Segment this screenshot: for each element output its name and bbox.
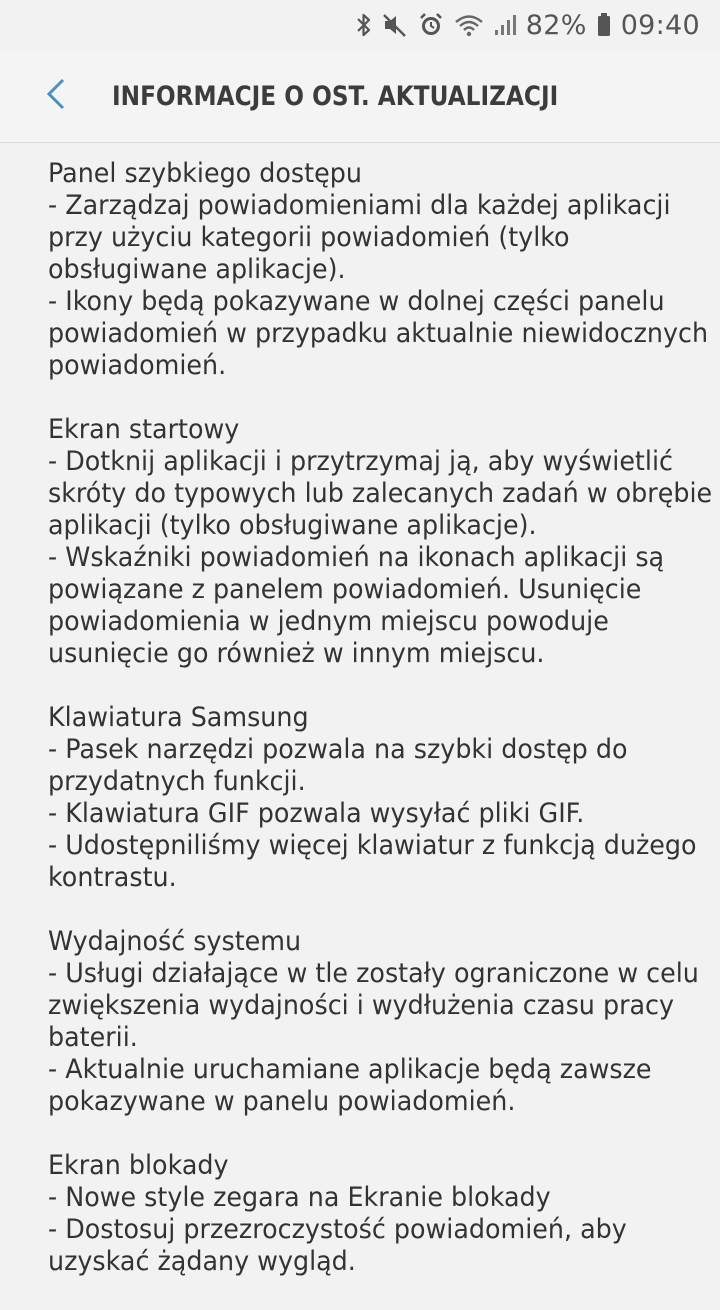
clock: 09:40 (620, 9, 700, 41)
release-section (48, 158, 709, 382)
section-heading: Panel szybkiego dostępu (48, 158, 362, 189)
section-line: powiadomień w przypadku aktualnie niewidocznych (48, 318, 709, 349)
section-line: aplikacji (tylko obsługiwane aplikacje). (48, 510, 537, 541)
section-line: pokazywane w panelu powiadomień. (48, 1086, 516, 1117)
section-heading: Ekran startowy (48, 414, 240, 445)
section-line: powiadomienia w jednym miejscu powoduje (48, 606, 609, 637)
section-line: - Dotknij aplikacji i przytrzymaj ją, aby wyświetlić (48, 446, 673, 477)
signal-icon (494, 12, 516, 38)
section-line: - Pasek narzędzi pozwala na szybki dostęp do (48, 734, 628, 765)
chevron-left-icon (43, 77, 67, 116)
status-icons (356, 10, 700, 41)
release-notes[interactable] (48, 158, 713, 1310)
section-line: - Usługi działające w tle zostały ograniczone w celu (48, 958, 699, 989)
section-line: zwiększenia wydajności i wydłużenia czasu pracy (48, 990, 675, 1021)
section-line: obsługiwane aplikacje). (48, 254, 346, 285)
section-line: - Klawiatura GIF pozwala wysyłać pliki GIF. (48, 798, 585, 829)
section-line: - Udostępniliśmy więcej klawiatur z funkcją dużego (48, 830, 697, 861)
section-line: - Dostosuj przezroczystość powiadomień, aby (48, 1214, 627, 1245)
app-bar (0, 50, 720, 143)
release-section (48, 702, 698, 894)
section-line: powiadomień. (48, 350, 227, 381)
section-line: - Wskaźniki powiadomień na ikonach aplikacji są (48, 542, 665, 573)
section-line: - Ikony będą pokazywane w dolnej części panelu (48, 286, 665, 317)
bluetooth-icon (356, 12, 372, 38)
back-button[interactable] (15, 50, 95, 142)
section-line: - Aktualnie uruchamiane aplikacje będą zawsze (48, 1054, 652, 1085)
section-line: przydatnych funkcji. (48, 766, 306, 797)
section-line: skróty do typowych lub zalecanych zadań w obrębie (48, 478, 713, 509)
section-line: baterii. (48, 1022, 138, 1053)
alarm-icon (418, 12, 444, 38)
section-heading: Wydajność systemu (48, 926, 302, 957)
section-line: uzyskać żądany wygląd. (48, 1246, 356, 1277)
wifi-icon (454, 12, 484, 38)
release-section (48, 926, 698, 1118)
page-title: INFORMACJE O OST. AKTUALIZACJI (112, 80, 559, 112)
section-line: przy użyciu kategorii powiadomień (tylko (48, 222, 570, 253)
section-line: powiązane z panelem powiadomień. Usunięcie (48, 574, 642, 605)
section-line: - Zarządzaj powiadomieniami dla każdej aplikacji (48, 190, 671, 221)
mute-icon (382, 12, 408, 38)
section-line: usunięcie go również w innym miejscu. (48, 638, 545, 669)
battery-percent: 82% (525, 9, 587, 41)
section-line: - Nowe style zegara na Ekranie blokady (48, 1182, 551, 1213)
section-line: kontrastu. (48, 862, 177, 893)
status-bar (0, 0, 720, 50)
release-section (48, 1150, 698, 1278)
battery-icon (597, 12, 611, 38)
section-heading: Klawiatura Samsung (48, 702, 309, 733)
release-section (48, 414, 713, 670)
section-heading: Ekran blokady (48, 1150, 229, 1181)
